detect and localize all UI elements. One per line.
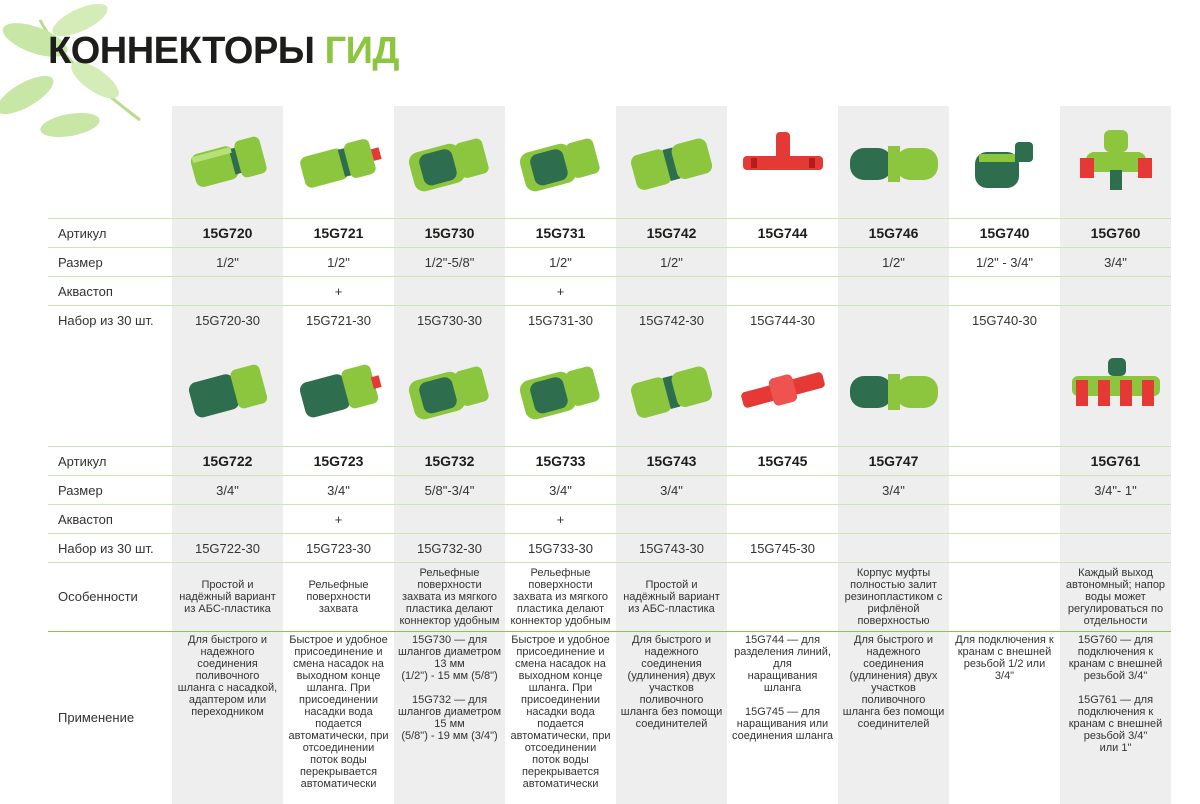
set-cell: 15G720-30 (172, 306, 283, 335)
article-cell: 15G730 (394, 219, 505, 248)
article-cell: 15G742 (616, 219, 727, 248)
feature-text: Корпус муфты полностью залит резинопластиком с рифлёной поверхностью (838, 567, 949, 627)
aquastop-cell (616, 277, 727, 306)
application-text: 15G744 — для разделения линий, для наращивания шланга 15G745 — для наращивания или соединения шланга (727, 634, 838, 742)
aquastop-cell (394, 277, 505, 306)
row-label-size: Размер (48, 476, 172, 505)
row-label-features: Особенности (48, 563, 172, 632)
title-accent: ГИД (325, 30, 399, 72)
set-cell: 15G731-30 (505, 306, 616, 335)
application-text: Для быстрого и надежного соединения (удлинения) двух участков поливочного шланга без помощи соединителей (616, 634, 727, 730)
article-cell: 15G740 (949, 219, 1060, 248)
feature-text: Простой и надёжный вариант из АБС-пластика (616, 579, 727, 615)
application-text: Для подключения к кранам с внешней резьбой 1/2 или 3/4" (949, 634, 1060, 682)
row-label-set: Набор из 30 шт. (48, 306, 172, 335)
row-label-set: Набор из 30 шт. (48, 534, 172, 563)
set-cell: 15G743-30 (616, 534, 727, 563)
distributor-image (1066, 350, 1166, 430)
article-row-1 (48, 219, 1171, 248)
article-cell: 15G722 (172, 447, 283, 476)
feature-text: Каждый выход автономный; напор воды может регулироваться по отдельности (1060, 567, 1171, 627)
article-cell: 15G720 (172, 219, 283, 248)
size-cell: 1/2" (172, 248, 283, 277)
size-row-1 (48, 248, 1171, 277)
tap-adapter-image (955, 122, 1055, 202)
application-text: Быстрое и удобное присоединение и смена насадок на выходном конце шланга. При присоединении насадки вода подается автоматически, при отсоединении поток воды перекрывается автоматически (505, 634, 616, 790)
size-cell: 1/2" - 3/4" (949, 248, 1060, 277)
size-cell: 1/2"-5/8" (394, 248, 505, 277)
row-label-aquastop: Аквастоп (48, 505, 172, 534)
article-cell: 15G746 (838, 219, 949, 248)
set-cell: 15G733-30 (505, 534, 616, 563)
row-label-size: Размер (48, 248, 172, 277)
size-cell: 1/2" (616, 248, 727, 277)
aquastop-cell (172, 505, 283, 534)
size-cell: 1/2" (838, 248, 949, 277)
feature-text: Рельефные поверхности захвата из мягкого пластика делают коннектор удобным (505, 567, 616, 627)
aquastop-cell: + (283, 277, 394, 306)
aquastop-cell (394, 505, 505, 534)
distributor-image (1066, 122, 1166, 202)
row-label-article: Артикул (48, 447, 172, 476)
size-cell (949, 476, 1060, 505)
feature-text: Рельефные поверхности захвата из мягкого пластика делают коннектор удобным (394, 567, 505, 627)
size-row-2 (48, 476, 1171, 505)
article-cell: 15G731 (505, 219, 616, 248)
application-row (48, 632, 1171, 804)
size-cell: 3/4" (283, 476, 394, 505)
row-label-application: Применение (48, 632, 172, 804)
size-cell: 3/4" (1060, 248, 1171, 277)
set-cell (838, 534, 949, 563)
page-title (48, 30, 399, 73)
coupling-image (622, 350, 722, 430)
set-cell: 15G742-30 (616, 306, 727, 335)
set-cell: 15G732-30 (394, 534, 505, 563)
article-cell: 15G743 (616, 447, 727, 476)
aquastop-cell (727, 505, 838, 534)
set-cell: 15G722-30 (172, 534, 283, 563)
coupling-image (733, 350, 833, 430)
size-cell: 3/4" (172, 476, 283, 505)
connectors-table (48, 106, 1171, 804)
aquastop-row-1 (48, 277, 1171, 306)
aquastop-connector-image (289, 122, 389, 202)
aquastop-cell (838, 505, 949, 534)
size-cell (727, 248, 838, 277)
article-cell: 15G761 (1060, 447, 1171, 476)
aquastop-cell (727, 277, 838, 306)
images-row-2 (48, 334, 1171, 447)
set-cell: 15G723-30 (283, 534, 394, 563)
article-cell: 15G744 (727, 219, 838, 248)
connector-image (178, 350, 278, 430)
application-text: 15G760 — для подключения к кранам с внешней резьбой 3/4" 15G761 — для подключения к кранам с внешней резьбой 3/4" или 1" (1060, 634, 1171, 754)
aquastop-connector-image (511, 122, 611, 202)
set-row-1 (48, 306, 1171, 335)
aquastop-cell (838, 277, 949, 306)
application-text: Быстрое и удобное присоединение и смена насадок на выходном конце шланга. При присоединении насадки вода подается автоматически, при отсоединении поток воды перекрывается автоматически (283, 634, 394, 790)
set-cell: 15G721-30 (283, 306, 394, 335)
article-cell: 15G732 (394, 447, 505, 476)
set-row-2 (48, 534, 1171, 563)
set-cell: 15G745-30 (727, 534, 838, 563)
size-cell: 3/4" (616, 476, 727, 505)
aquastop-cell (1060, 505, 1171, 534)
article-cell: 15G760 (1060, 219, 1171, 248)
coupling-image (844, 350, 944, 430)
article-cell: 15G747 (838, 447, 949, 476)
set-cell: 15G730-30 (394, 306, 505, 335)
size-cell (727, 476, 838, 505)
aquastop-cell (949, 505, 1060, 534)
aquastop-cell (616, 505, 727, 534)
article-cell: 15G721 (283, 219, 394, 248)
size-cell: 5/8"-3/4" (394, 476, 505, 505)
set-cell: 15G740-30 (949, 306, 1060, 335)
application-text: 15G730 — для шлангов диаметром 13 мм (1/2") - 15 мм (5/8") 15G732 — для шлангов диаметром 15 мм (5/8") - 19 мм (3/4") (394, 634, 505, 742)
aquastop-connector-image (511, 350, 611, 430)
images-row-1 (48, 106, 1171, 219)
aquastop-cell: + (283, 505, 394, 534)
article-cell: 15G723 (283, 447, 394, 476)
features-row (48, 563, 1171, 632)
row-label-aquastop: Аквастоп (48, 277, 172, 306)
size-cell: 1/2" (283, 248, 394, 277)
size-cell: 3/4"- 1" (1060, 476, 1171, 505)
connector-image (178, 122, 278, 202)
application-text: Для быстрого и надежного соединения (удлинения) двух участков поливочного шланга без помощи соединителей (838, 634, 949, 730)
size-cell: 1/2" (505, 248, 616, 277)
coupling-image (622, 122, 722, 202)
aquastop-row-2 (48, 505, 1171, 534)
aquastop-cell: + (505, 505, 616, 534)
aquastop-cell (172, 277, 283, 306)
aquastop-cell (1060, 277, 1171, 306)
set-cell (949, 534, 1060, 563)
connector-image (400, 350, 500, 430)
feature-text: Простой и надёжный вариант из АБС-пластика (172, 579, 283, 615)
article-cell: 15G745 (727, 447, 838, 476)
title-main: КОННЕКТОРЫ (48, 30, 315, 72)
aquastop-connector-image (289, 350, 389, 430)
tee-splitter-image (733, 122, 833, 202)
article-row-2 (48, 447, 1171, 476)
coupling-image (844, 122, 944, 202)
size-cell: 3/4" (505, 476, 616, 505)
size-cell: 3/4" (838, 476, 949, 505)
aquastop-cell (949, 277, 1060, 306)
set-cell (1060, 306, 1171, 335)
article-cell (949, 447, 1060, 476)
row-label-article: Артикул (48, 219, 172, 248)
aquastop-cell: + (505, 277, 616, 306)
set-cell: 15G744-30 (727, 306, 838, 335)
feature-text: Рельефные поверхности захвата (283, 579, 394, 615)
set-cell (838, 306, 949, 335)
set-cell (1060, 534, 1171, 563)
connector-image (400, 122, 500, 202)
article-cell: 15G733 (505, 447, 616, 476)
application-text: Для быстрого и надежного соединения поливочного шланга с насадкой, адаптером или переходником (172, 634, 283, 718)
